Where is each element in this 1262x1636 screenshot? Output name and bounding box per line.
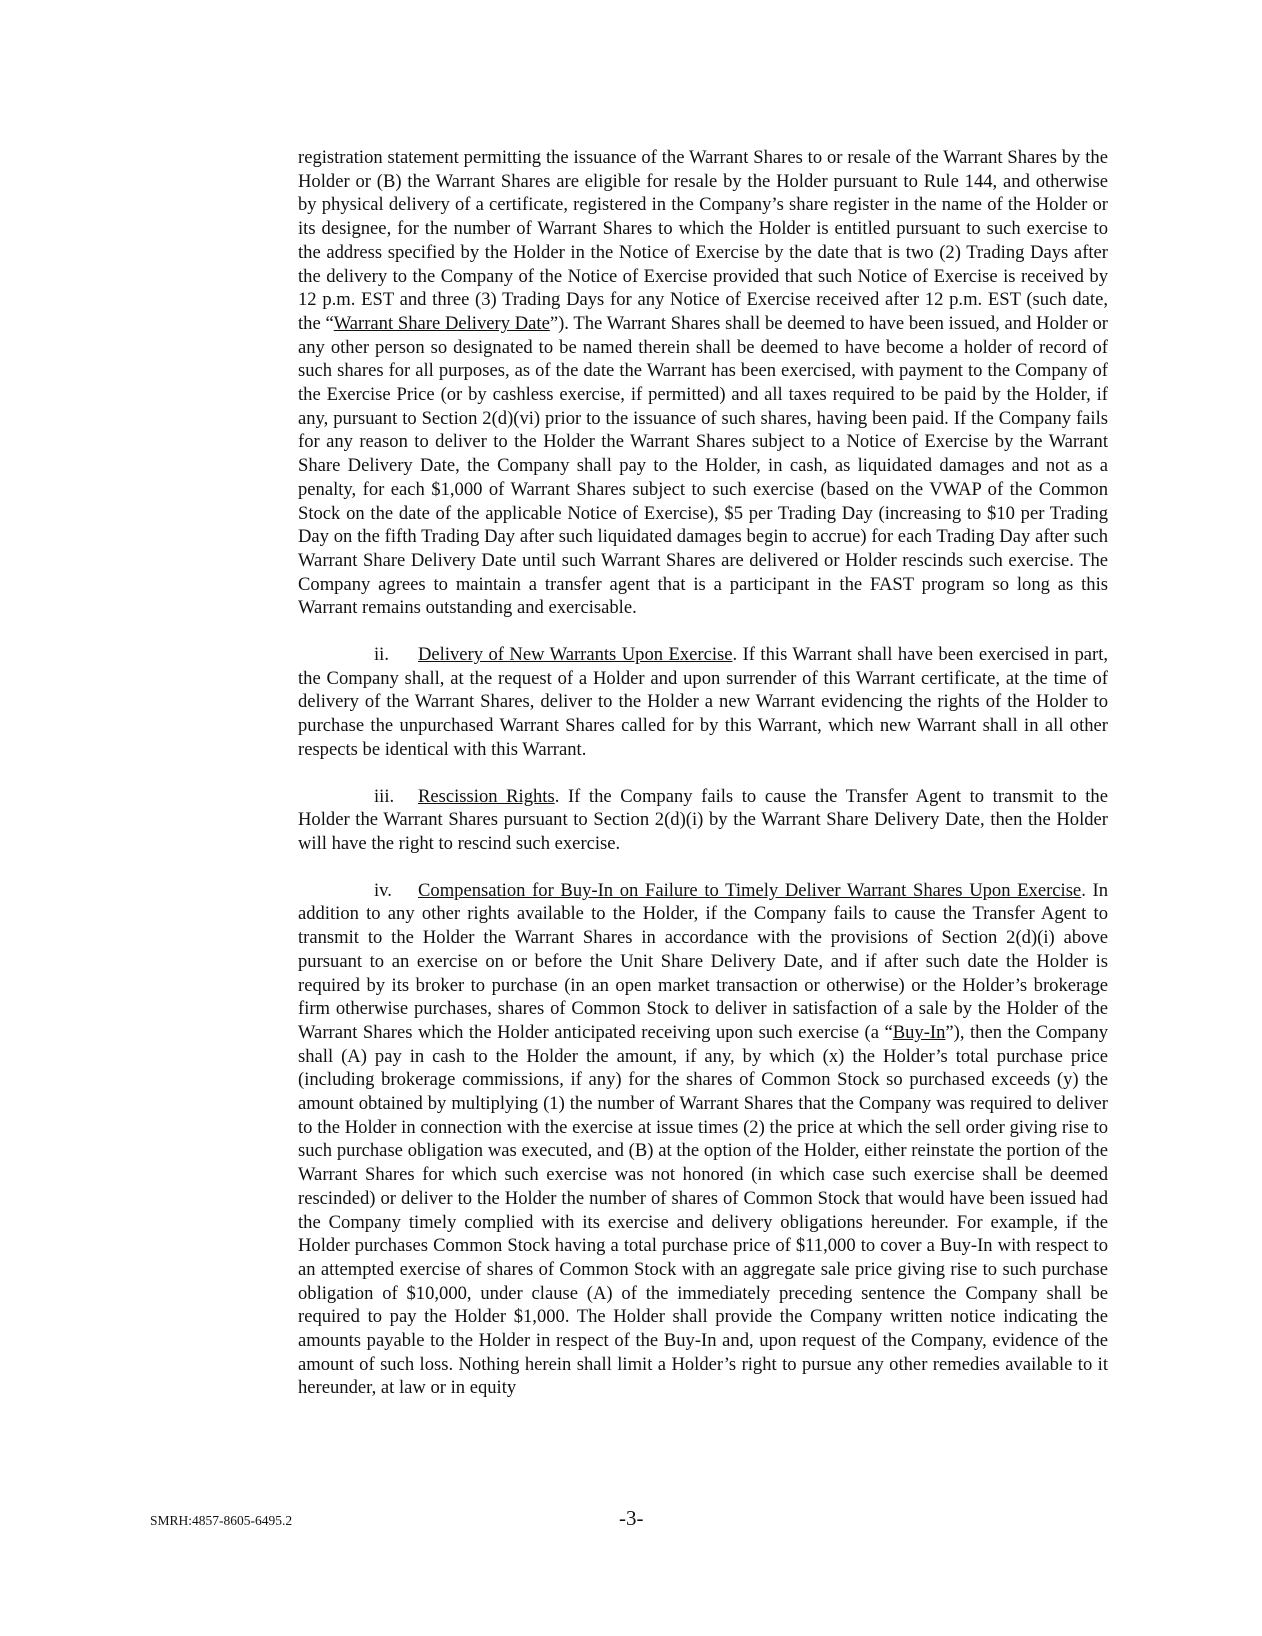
section-text: . If this Warrant shall have been exercised in part, the Company shall, at the request of a Holder and upon surrender of this Warrant certificate, at the time of delivery of the Warrant Shares, deliver to the Holder a new Warrant evidencing the rights of the Holder to purchase the unpurchased Warrant Shares called for by this Warrant, which new Warrant shall in all other respects be identical with this Warrant. <box>298 644 1109 760</box>
section-iv-buy-in-compensation <box>298 879 1108 1400</box>
section-number: ii. <box>374 644 389 666</box>
defined-term-warrant-share-delivery-date: Warrant Share Delivery Date <box>333 312 550 334</box>
section-number: iv. <box>374 879 392 901</box>
paragraph-registration-delivery <box>298 146 1108 620</box>
page-number: -3- <box>619 1506 644 1530</box>
paragraph-text: registration statement permitting the issuance of the Warrant Shares to or resale of the Warrant Shares by the Holder or (B) the Warrant Shares are eligible for resale by the Holder pursuant to Rule 144, and otherwise by physical delivery of a certificate, registered in the Company’s share register in the name of the Holder or its designee, for the number of Warrant Shares to which the Holder is entitled pursuant to such exercise to the address specified by the Holder in the Notice of Exercise by the date that is two (2) Trading Days after the delivery to the Company of the Notice of Exercise provided that such Notice of Exercise is received by 12 p.m. EST and three (3) Trading Days for any Notice of Exercise received after 12 p.m. EST (such date, the “ <box>298 147 1108 334</box>
document-id: SMRH:4857-8605-6495.2 <box>150 1513 293 1528</box>
document-body <box>298 146 1108 1423</box>
section-iii-rescission-rights <box>298 785 1108 856</box>
section-heading: Delivery of New Warrants Upon Exercise <box>418 644 733 666</box>
section-heading: Rescission Rights <box>418 785 555 807</box>
section-number: iii. <box>374 785 395 807</box>
section-text: . If the Company fails to cause the Transfer Agent to transmit to the Holder the Warrant Shares pursuant to Section 2(d)(i) by the Warrant Share Delivery Date, then the Holder will have the right to rescind such exercise. <box>298 785 1108 854</box>
section-heading: Compensation for Buy-In on Failure to Timely Deliver Warrant Shares Upon Exercise <box>418 879 1082 901</box>
section-text: . In addition to any other rights available to the Holder, if the Company fails to cause the Transfer Agent to transmit to the Holder the Warrant Shares in accordance with the provisions of Section 2(d)(i) above pursuant to an exercise on or before the Unit Share Delivery Date, and if after such date the Holder is required by its broker to purchase (in an open market transaction or otherwise) or the Holder’s brokerage firm otherwise purchases, shares of Common Stock to deliver in satisfaction of a sale by the Holder of the Warrant Shares which the Holder anticipated receiving upon such exercise (a “ <box>298 879 1108 1043</box>
section-text: ”), then the Company shall (A) pay in cash to the Holder the amount, if any, by which (x) the Holder’s total purchase price (including brokerage commissions, if any) for the shares of Common Stock so purchased exceeds (y) the amount obtained by multiplying (1) the number of Warrant Shares that the Company was required to deliver to the Holder in connection with the exercise at issue times (2) the price at which the sell order giving rise to such purchase obligation was executed, and (B) at the option of the Holder, either reinstate the portion of the Warrant Shares for which such exercise was not honored (in which case such exercise shall be deemed rescinded) or deliver to the Holder the number of shares of Common Stock that would have been issued had the Company timely complied with its exercise and delivery obligations hereunder. For example, if the Holder purchases Common Stock having a total purchase price of $11,000 to cover a Buy-In with respect to an attempted exercise of shares of Common Stock with an aggregate sale price giving rise to such purchase obligation of $10,000, under clause (A) of the immediately preceding sentence the Company shall be required to pay the Holder $1,000. The Holder shall provide the Company written notice indicating the amounts payable to the Holder in respect of the Buy-In and, upon request of the Company, evidence of the amount of such loss. Nothing herein shall limit a Holder’s right to pursue any other remedies available to it hereunder, at law or in equity <box>298 1021 1109 1399</box>
paragraph-text: ”). The Warrant Shares shall be deemed to have been issued, and Holder or any other person so designated to be named therein shall be deemed to have become a holder of record of such shares for all purposes, as of the date the Warrant has been exercised, with payment to the Company of the Exercise Price (or by cashless exercise, if permitted) and all taxes required to be paid by the Holder, if any, pursuant to Section 2(d)(vi) prior to the issuance of such shares, having been paid. If the Company fails for any reason to deliver to the Holder the Warrant Shares subject to a Notice of Exercise by the Warrant Share Delivery Date, the Company shall pay to the Holder, in cash, as liquidated damages and not as a penalty, for each $1,000 of Warrant Shares subject to such exercise (based on the VWAP of the Common Stock on the date of the applicable Notice of Exercise), $5 per Trading Day (increasing to $10 per Trading Day on the fifth Trading Day after such liquidated damages begin to accrue) for each Trading Day after such Warrant Share Delivery Date until such Warrant Shares are delivered or Holder rescinds such exercise. The Company agrees to maintain a transfer agent that is a participant in the FAST program so long as this Warrant remains outstanding and exercisable. <box>298 312 1109 619</box>
defined-term-buy-in: Buy-In <box>892 1021 946 1043</box>
section-ii-new-warrants <box>298 643 1108 762</box>
